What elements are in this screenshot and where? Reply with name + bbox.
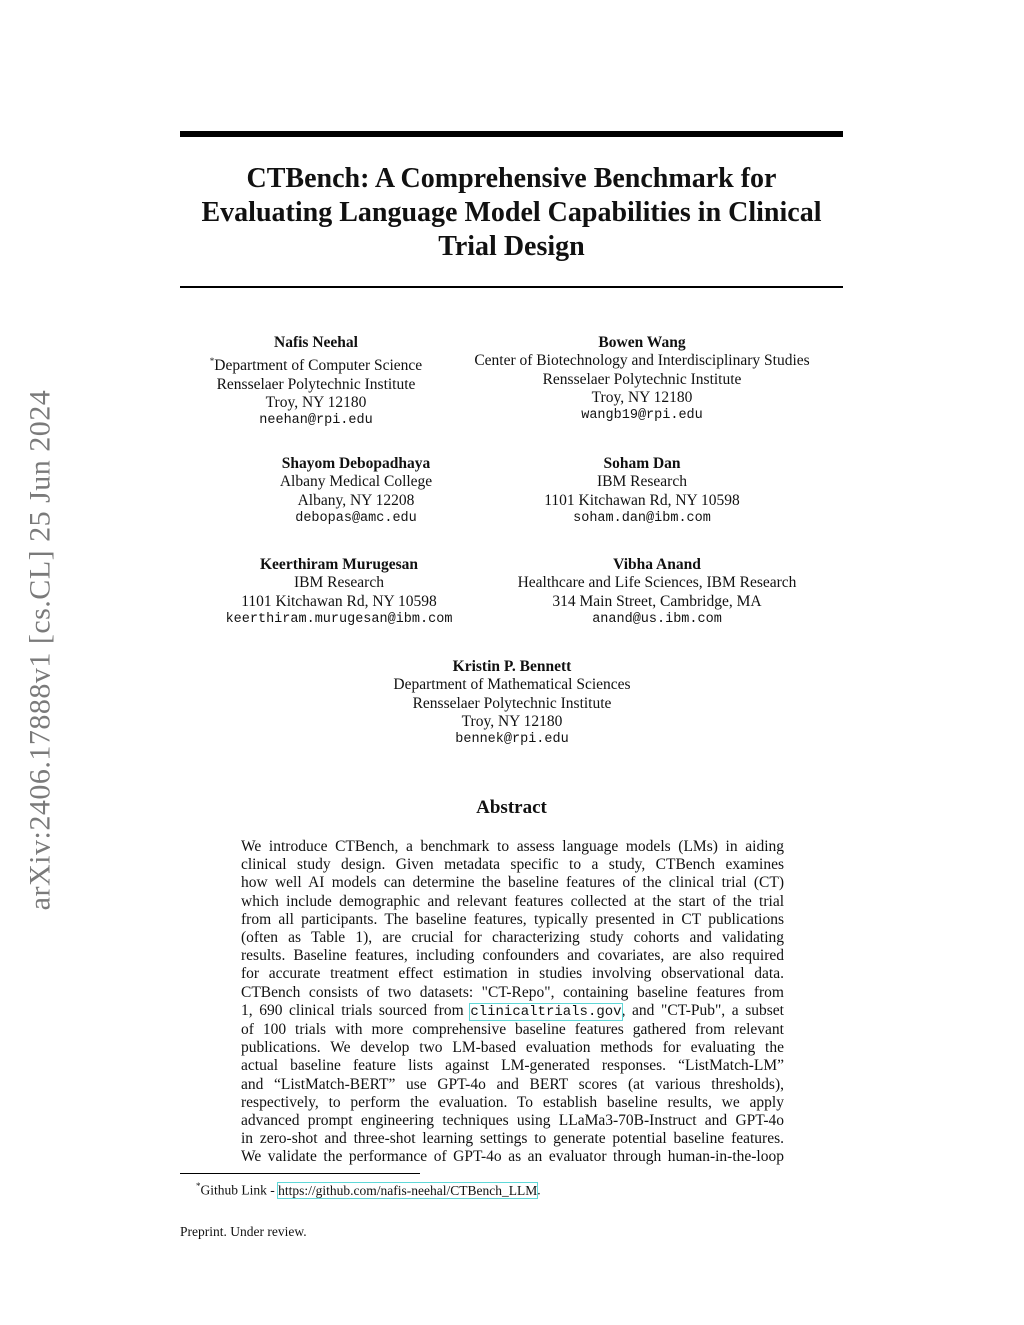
arxiv-identifier: arXiv:2406.17888v1 [cs.CL] 25 Jun 2024 [23,389,56,911]
author-block-bennett: Kristin P. Bennett Department of Mathematical Sciences Rensselaer Polytechnic Institute Troy, NY 12180 bennek@rpi.edu [362,658,662,749]
abstract-line: CTBench consists of two datasets: "CT-Repo", containing baseline features from [241,983,784,1001]
author-name: Shayom Debopadhaya [281,455,431,472]
abstract-line: We validate the performance of GPT-4o as an evaluator through human-in-the-loop [241,1148,784,1166]
author-block-debopadhaya: Shayom Debopadhaya Albany Medical College Albany, NY 12208 debopas@amc.edu [236,455,476,528]
github-link[interactable]: https://github.com/nafis-neehal/CTBench_LLM [278,1182,538,1198]
footnote-marker: * [196,1181,201,1191]
abstract-line: of 100 trials with more comprehensive baseline features gathered from relevant [241,1021,784,1039]
abstract-heading: Abstract [476,797,547,818]
abstract-line: how well AI models can determine the baseline features of the clinical trial (CT) [241,874,784,892]
author-email[interactable]: anand@us.ibm.com [592,611,722,627]
author-email[interactable]: bennek@rpi.edu [455,732,569,748]
abstract-line: advanced prompt engineering techniques using LLaMa3-70B-Instruct and GPT-4o [241,1112,784,1130]
abstract-line: actual baseline feature lists against LM-generated responses. “ListMatch-LM” [241,1057,784,1075]
abstract-line: clinical study design. Given metadata specific to a study, CTBench examines [241,856,784,874]
author-name: Keerthiram Murugesan [260,556,418,573]
abstract-body [241,838,784,1167]
clinicaltrials-link[interactable]: clinicaltrials.gov [470,1003,622,1020]
author-block-dan: Soham Dan IBM Research 1101 Kitchawan Rd, NY 10598 soham.dan@ibm.com [522,455,762,528]
footnote-rule [180,1173,420,1174]
title-bottom-rule [180,286,843,288]
author-name: Vibha Anand [613,556,701,573]
abstract-line: results. Baseline features, including confounders and covariates, are also required [241,947,784,965]
abstract-line: We introduce CTBench, a benchmark to assess language models (LMs) in aiding [241,838,784,855]
author-block-wang: Bowen Wang Center of Biotechnology and Interdisciplinary Studies Rensselaer Polytechnic Institute Troy, NY 12180 wangb19@rpi.edu [452,334,832,425]
abstract-line: respectively, to perform the evaluation. To establish baseline results, we apply [241,1093,784,1111]
author-name: Soham Dan [603,455,681,472]
author-name: Kristin P. Bennett [452,658,572,675]
author-email[interactable]: wangb19@rpi.edu [581,408,703,424]
abstract-line: which include demographic and relevant features collected at the start of the trial [241,892,784,910]
title-top-rule [180,131,843,137]
abstract-line: and “ListMatch-BERT” use GPT-4o and BERT scores (at various thresholds), [241,1075,784,1093]
abstract-line: publications. We develop two LM-based evaluation methods for evaluating the [241,1039,784,1057]
author-email[interactable]: debopas@amc.edu [295,510,417,526]
abstract-line: in zero-shot and three-shot learning settings to generate potential baseline features. [241,1130,784,1148]
author-name: Bowen Wang [598,334,686,351]
abstract-line: (often as Table 1), are crucial for characterizing study cohorts and validating [241,929,784,947]
abstract-line: 1, 690 clinical trials sourced from clinicaltrials.gov, and "CT-Pub", a subset [241,1001,784,1020]
author-block-murugesan: Keerthiram Murugesan IBM Research 1101 Kitchawan Rd, NY 10598 keerthiram.murugesan@ibm.com [199,556,479,629]
abstract-line: from all participants. The baseline features, typically presented in CT publications [241,910,784,928]
preprint-notice: Preprint. Under review. [180,1224,307,1239]
author-email[interactable]: keerthiram.murugesan@ibm.com [225,611,453,627]
author-block-anand: Vibha Anand Healthcare and Life Sciences, IBM Research 314 Main Street, Cambridge, MA anand@us.ibm.com [497,556,817,629]
author-email[interactable]: neehan@rpi.edu [259,413,373,429]
author-name: Nafis Neehal [274,334,358,351]
author-email[interactable]: soham.dan@ibm.com [573,510,711,526]
abstract-line: for accurate treatment effect estimation in studies involving observational data. [241,965,784,983]
footnote: *Github Link - https://github.com/nafis-neehal/CTBench_LLM. [196,1181,541,1198]
affiliation-marker: * [209,356,215,367]
author-block-neehal: Nafis Neehal *Department of Computer Science Rensselaer Polytechnic Institute Troy, NY 12180 neehan@rpi.edu [196,334,436,431]
paper-title: CTBench: A Comprehensive Benchmark for Evaluating Language Model Capabilities in Clinical Trial Design [201,163,822,262]
